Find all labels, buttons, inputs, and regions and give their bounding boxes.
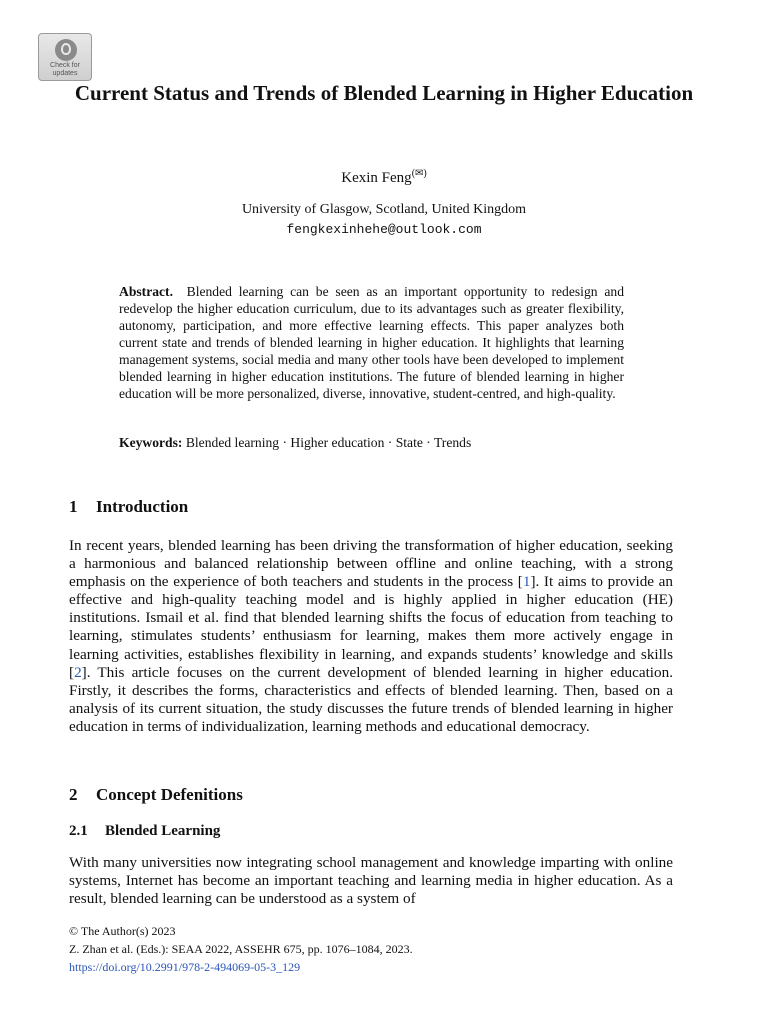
paper-title: Current Status and Trends of Blended Learning in Higher Education bbox=[74, 81, 694, 105]
section-number: 1 bbox=[69, 497, 78, 516]
keywords-label: Keywords: bbox=[119, 435, 183, 450]
check-for-updates-icon bbox=[55, 39, 77, 61]
check-for-updates-label: Check for updates bbox=[50, 62, 80, 77]
blended-learning-paragraph: With many universities now integrating school management and knowledge imparting with online systems, Internet has become an important teaching and learning media in higher education. As a result, blended learning can be understood as a system of bbox=[69, 854, 673, 908]
citation-link[interactable]: 2 bbox=[74, 663, 82, 681]
paragraph-text: In recent years, blended learning has been driving the transformation of higher education, seeking a harmonious and balanced relationship between offline and online teaching, with a strong emphasis on the experience of both teachers and students in the process [ bbox=[69, 537, 673, 591]
check-for-updates-badge[interactable] bbox=[38, 33, 92, 81]
keywords-text: Blended learning · Higher education · State · Trends bbox=[185, 435, 472, 450]
doi-link[interactable]: https://doi.org/10.2991/978-2-494069-05-3_129 bbox=[69, 960, 301, 974]
section-title: Concept Defenitions bbox=[96, 785, 243, 804]
subsection-heading-blended-learning bbox=[69, 823, 220, 840]
abstract-text: Blended learning can be seen as an important opportunity to redesign and redevelop the higher education curriculum, due to its advantages such as greater flexibility, autonomy, participation, and more effective learning effects. This paper analyzes both current state and trends of blended learning in higher education. It highlights that learning management systems, social media and many other tools have been developed to implement blended learning in higher education institutions. The future of blended learning in higher education will be more personalized, diverse, innovative, student-centred, and high-quality. bbox=[119, 284, 624, 401]
section-title: Introduction bbox=[96, 497, 189, 516]
author-name: Kexin Feng bbox=[341, 170, 412, 186]
subsection-number: 2.1 bbox=[69, 823, 88, 839]
section-heading-concept-definitions bbox=[69, 785, 243, 805]
abstract-label: Abstract. bbox=[119, 284, 173, 299]
section-number: 2 bbox=[69, 785, 78, 804]
citation-line: Z. Zhan et al. (Eds.): SEAA 2022, ASSEHR 675, pp. 1076–1084, 2023. bbox=[69, 942, 413, 956]
author-email[interactable]: fengkexinhehe@outlook.com bbox=[286, 222, 482, 237]
introduction-paragraph bbox=[69, 537, 673, 736]
subsection-title: Blended Learning bbox=[105, 823, 221, 839]
paragraph-text: ]. This article focuses on the current development of blended learning in higher education. Firstly, it describes the forms, characteristics and effects of blended learning. Then, based on a analysis of its current situation, the study discusses the future trends of blended learning in higher education in terms of individualization, learning methods and educational democracy. bbox=[69, 663, 673, 735]
abstract bbox=[119, 283, 624, 402]
paragraph-text: ]. It aims to provide an effective and high-quality teaching model and is highly applied in higher education (HE) institutions. Ismail et al. find that blended learning shifts the focus of education from teaching to learning, stimulates students’ enthusiasm for learning, makes them more actively engage in learning activities, establishes flexibility in learning, and expands students’ knowledge and skills [ bbox=[69, 573, 674, 681]
copyright-line: © The Author(s) 2023 bbox=[69, 924, 176, 938]
affiliation: University of Glasgow, Scotland, United Kingdom bbox=[241, 202, 527, 217]
citation-link[interactable]: 1 bbox=[522, 573, 531, 591]
envelope-icon[interactable]: (✉) bbox=[411, 168, 427, 179]
keywords bbox=[119, 435, 624, 451]
author-line bbox=[0, 168, 768, 187]
section-heading-introduction bbox=[69, 497, 188, 517]
